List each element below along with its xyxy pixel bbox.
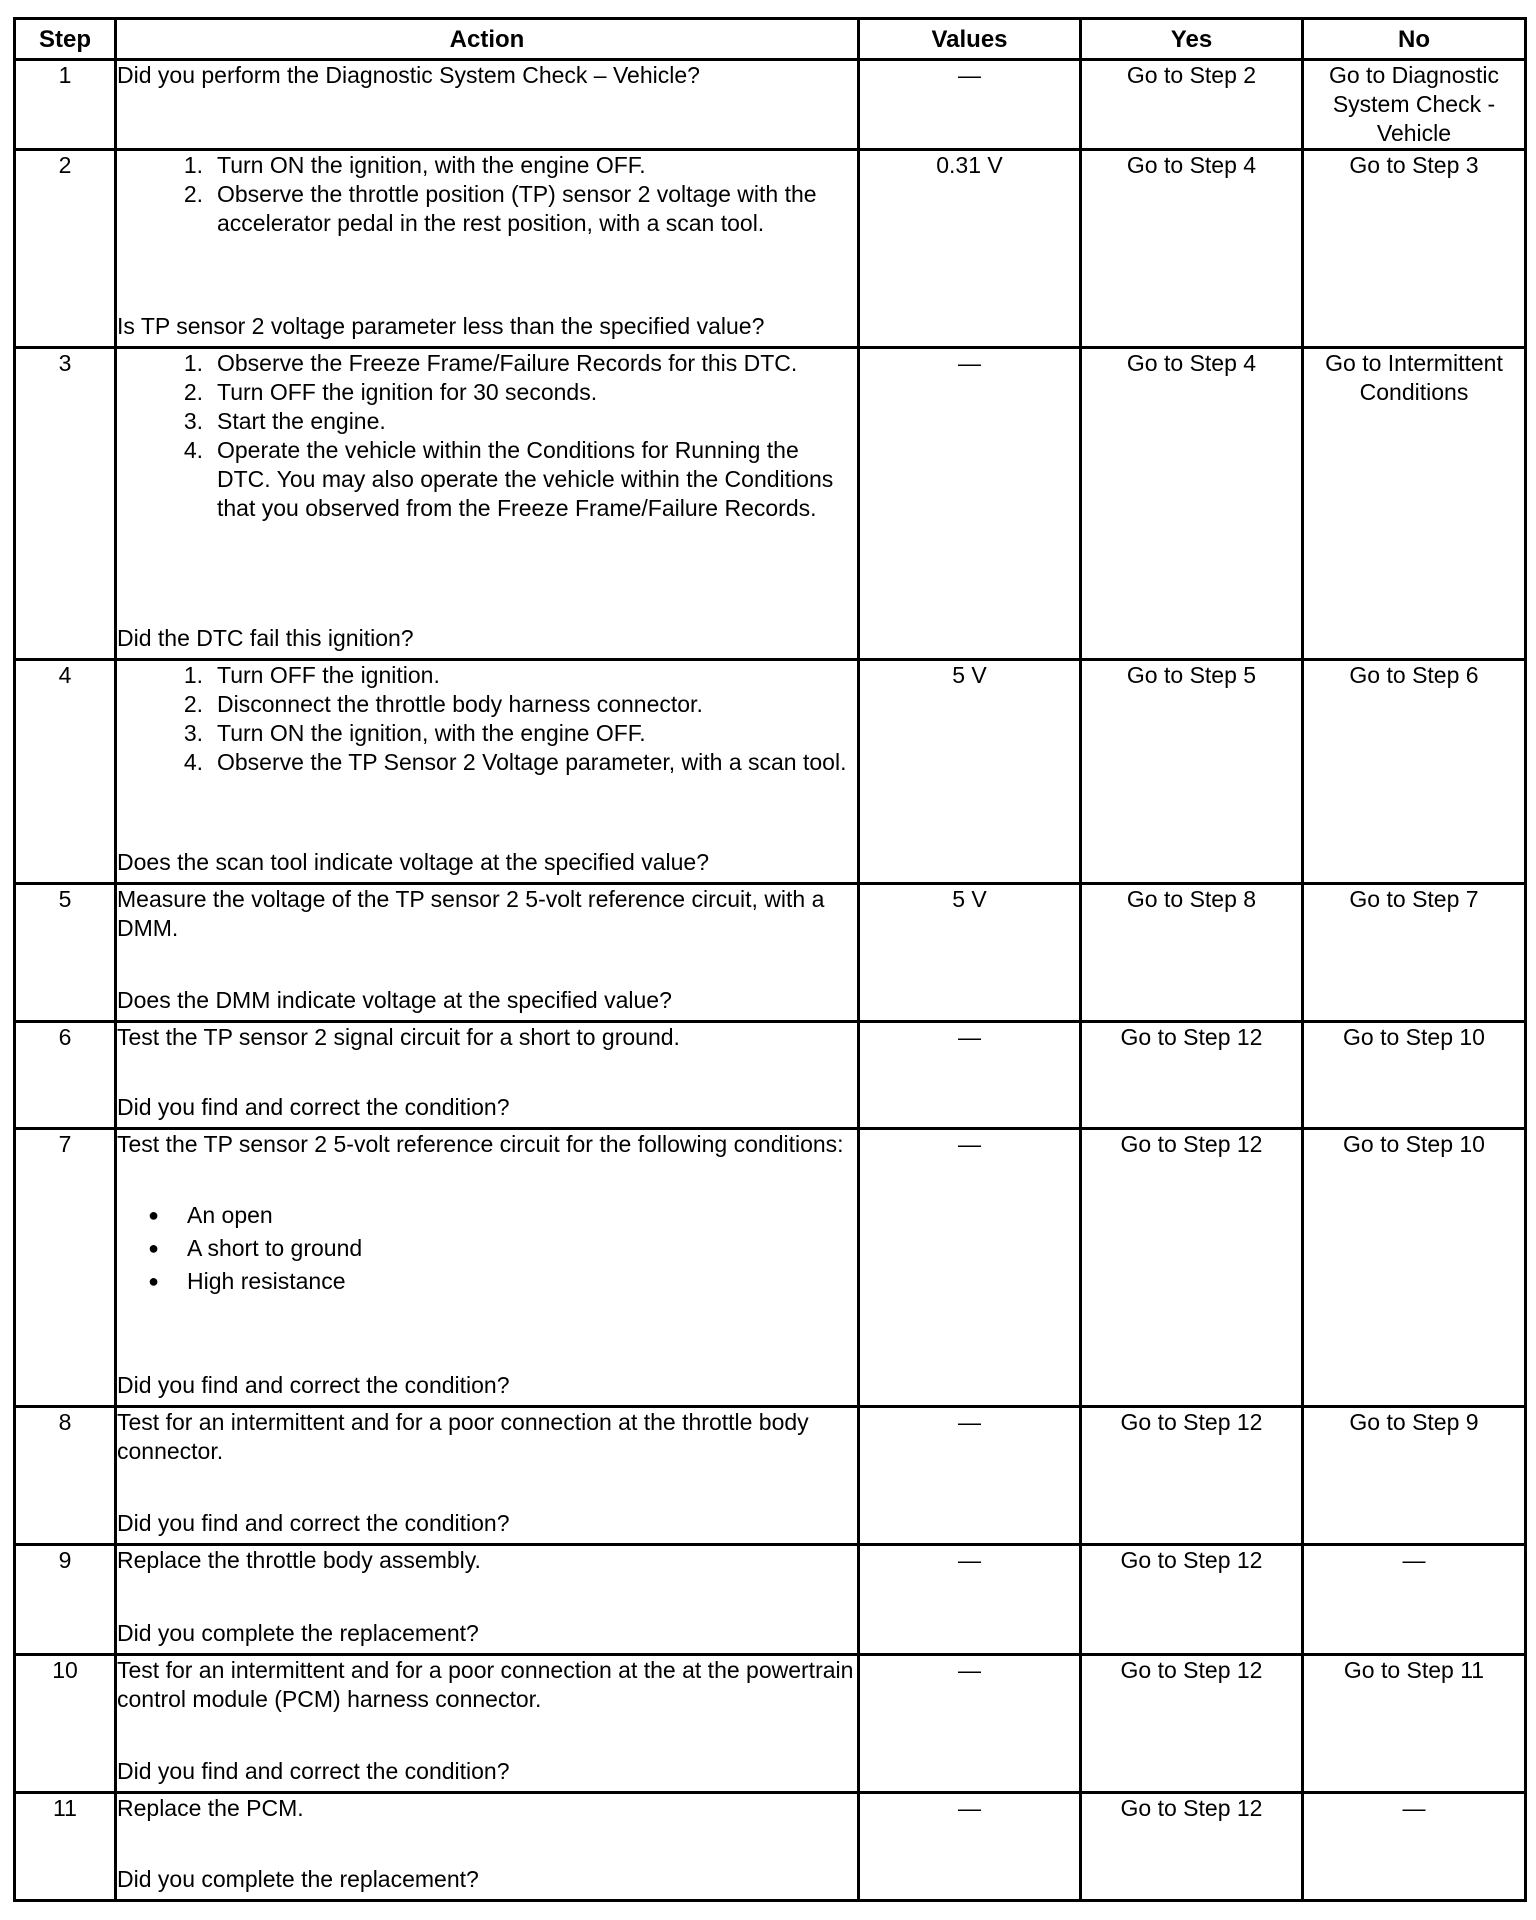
action-question: Did the DTC fail this ignition?	[117, 625, 414, 651]
no-cell: —	[1303, 1793, 1526, 1901]
action-cell	[116, 1545, 859, 1655]
action-question: Did you complete the replacement?	[117, 1620, 479, 1646]
yes-cell: Go to Step 12	[1081, 1022, 1303, 1129]
value-cell: —	[859, 1545, 1081, 1655]
action-text: Did you perform the Diagnostic System Check – Vehicle?	[117, 62, 700, 88]
yes-cell: Go to Step 2	[1081, 60, 1303, 150]
list-item: ● An open	[117, 1199, 857, 1232]
action-question: Does the scan tool indicate voltage at the specified value?	[117, 849, 709, 875]
no-cell: Go to Step 7	[1303, 884, 1526, 1022]
step-number: 2	[15, 150, 116, 348]
step-number: 1	[15, 60, 116, 150]
no-cell: Go to Step 10	[1303, 1022, 1526, 1129]
yes-cell: Go to Step 5	[1081, 660, 1303, 884]
action-question: Did you find and correct the condition?	[117, 1094, 510, 1120]
list-item: 2. Observe the throttle position (TP) sensor 2 voltage with the accelerator pedal in the rest position, with a scan tool.	[183, 181, 817, 236]
table-row	[15, 348, 1526, 660]
action-question: Did you find and correct the condition?	[117, 1372, 510, 1398]
table-row	[15, 1022, 1526, 1129]
step-number: 9	[15, 1545, 116, 1655]
value-cell: 5 V	[859, 660, 1081, 884]
action-text: Replace the PCM.	[117, 1795, 304, 1821]
value-cell: 5 V	[859, 884, 1081, 1022]
table-row	[15, 1655, 1526, 1793]
header-yes: Yes	[1081, 19, 1303, 60]
list-item: ● High resistance	[117, 1265, 857, 1298]
step-number: 4	[15, 660, 116, 884]
no-cell: Go to Step 10	[1303, 1129, 1526, 1407]
action-text: Test for an intermittent and for a poor connection at the throttle body connector.	[117, 1409, 809, 1464]
step-number: 7	[15, 1129, 116, 1407]
bullet-icon: ●	[148, 1271, 159, 1291]
table-row	[15, 1407, 1526, 1545]
yes-cell: Go to Step 12	[1081, 1545, 1303, 1655]
table-row	[15, 1545, 1526, 1655]
action-cell	[116, 1129, 859, 1407]
step-number: 6	[15, 1022, 116, 1129]
list-item: 3. Start the engine.	[183, 408, 386, 434]
yes-cell: Go to Step 4	[1081, 348, 1303, 660]
action-cell	[116, 1407, 859, 1545]
no-cell: Go to Step 9	[1303, 1407, 1526, 1545]
table-row	[15, 884, 1526, 1022]
yes-cell: Go to Step 12	[1081, 1793, 1303, 1901]
list-item: 3. Turn ON the ignition, with the engine OFF.	[183, 720, 646, 746]
list-item: 2. Disconnect the throttle body harness connector.	[183, 691, 703, 717]
no-cell: Go to Diagnostic System Check - Vehicle	[1303, 60, 1526, 150]
step-number: 8	[15, 1407, 116, 1545]
list-item: 1. Observe the Freeze Frame/Failure Records for this DTC.	[183, 350, 798, 376]
action-cell	[116, 348, 859, 660]
no-cell: Go to Step 3	[1303, 150, 1526, 348]
action-question: Did you find and correct the condition?	[117, 1510, 510, 1536]
action-cell	[116, 660, 859, 884]
action-question: Did you complete the replacement?	[117, 1866, 479, 1892]
bullet-icon: ●	[148, 1205, 159, 1225]
no-cell: —	[1303, 1545, 1526, 1655]
list-item: 4. Operate the vehicle within the Conditions for Running the DTC. You may also operate the vehicle within the Conditions that you observed from the Freeze Frame/Failure Records.	[183, 437, 834, 521]
step-number: 10	[15, 1655, 116, 1793]
procedure-list	[117, 151, 857, 238]
action-cell	[116, 1655, 859, 1793]
action-text: Test the TP sensor 2 signal circuit for a short to ground.	[117, 1024, 680, 1050]
action-cell	[116, 150, 859, 348]
no-cell: Go to Intermittent Conditions	[1303, 348, 1526, 660]
header-row	[15, 19, 1526, 60]
value-cell: —	[859, 60, 1081, 150]
action-cell	[116, 1022, 859, 1129]
yes-cell: Go to Step 12	[1081, 1129, 1303, 1407]
action-cell	[116, 60, 859, 150]
list-item: ● A short to ground	[117, 1232, 857, 1265]
action-cell	[116, 1793, 859, 1901]
no-cell: Go to Step 6	[1303, 660, 1526, 884]
condition-list	[117, 1159, 857, 1338]
procedure-list	[117, 349, 857, 523]
value-cell: —	[859, 1129, 1081, 1407]
table-row	[15, 660, 1526, 884]
list-item: 1. Turn OFF the ignition.	[183, 662, 440, 688]
action-text: Replace the throttle body assembly.	[117, 1547, 481, 1573]
step-number: 11	[15, 1793, 116, 1901]
value-cell: —	[859, 1022, 1081, 1129]
value-cell: 0.31 V	[859, 150, 1081, 348]
list-item: 2. Turn OFF the ignition for 30 seconds.	[183, 379, 598, 405]
value-cell: —	[859, 1793, 1081, 1901]
header-values: Values	[859, 19, 1081, 60]
action-question: Did you find and correct the condition?	[117, 1758, 510, 1784]
value-cell: —	[859, 1407, 1081, 1545]
value-cell: —	[859, 1655, 1081, 1793]
value-cell: —	[859, 348, 1081, 660]
table-row	[15, 60, 1526, 150]
action-text: Test the TP sensor 2 5-volt reference circuit for the following conditions:	[117, 1131, 844, 1157]
action-text: Test for an intermittent and for a poor connection at the at the powertrain control module (PCM) harness connector.	[117, 1657, 854, 1712]
table-row	[15, 1129, 1526, 1407]
diagnostic-table	[13, 17, 1527, 1902]
yes-cell: Go to Step 12	[1081, 1655, 1303, 1793]
no-cell: Go to Step 11	[1303, 1655, 1526, 1793]
yes-cell: Go to Step 4	[1081, 150, 1303, 348]
table-row	[15, 150, 1526, 348]
list-item: 1. Turn ON the ignition, with the engine OFF.	[183, 152, 646, 178]
action-question: Does the DMM indicate voltage at the specified value?	[117, 987, 672, 1013]
table-row	[15, 1793, 1526, 1901]
procedure-list	[117, 661, 857, 777]
list-item: 4. Observe the TP Sensor 2 Voltage parameter, with a scan tool.	[183, 749, 847, 775]
header-no: No	[1303, 19, 1526, 60]
step-number: 3	[15, 348, 116, 660]
yes-cell: Go to Step 8	[1081, 884, 1303, 1022]
action-question: Is TP sensor 2 voltage parameter less than the specified value?	[117, 313, 765, 339]
action-text: Measure the voltage of the TP sensor 2 5-volt reference circuit, with a DMM.	[117, 886, 825, 941]
step-number: 5	[15, 884, 116, 1022]
yes-cell: Go to Step 12	[1081, 1407, 1303, 1545]
action-cell	[116, 884, 859, 1022]
header-step: Step	[15, 19, 116, 60]
header-action: Action	[116, 19, 859, 60]
bullet-icon: ●	[148, 1238, 159, 1258]
